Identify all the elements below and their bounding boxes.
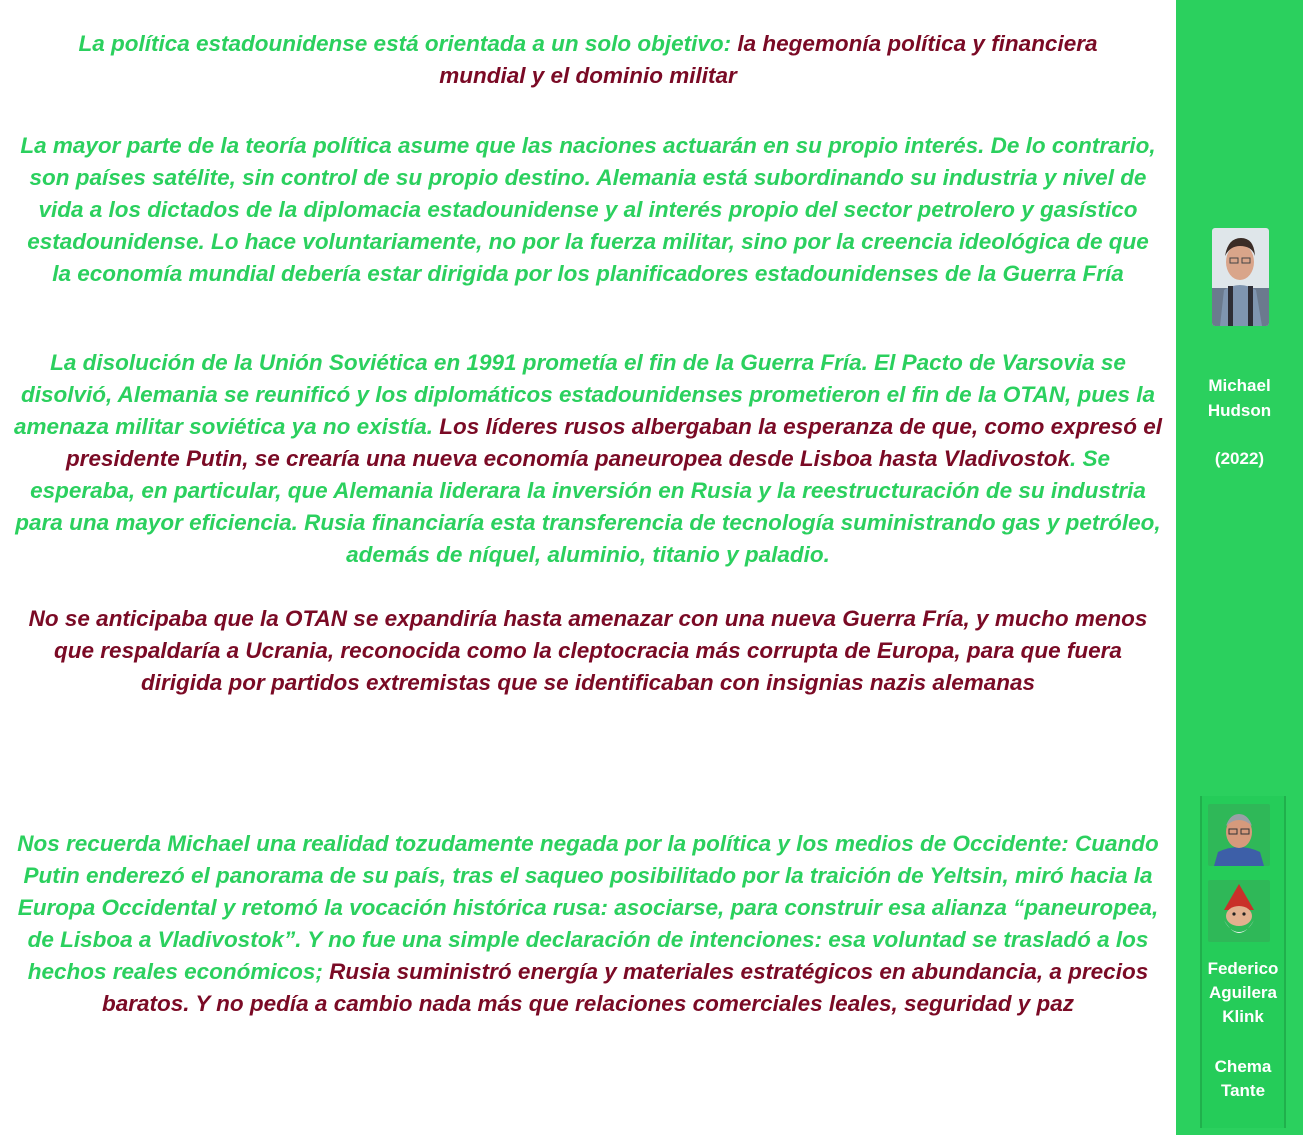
commentator-1-first: Federico: [1207, 959, 1279, 978]
commentator-2-photo: [1208, 880, 1270, 942]
paragraph-5: [0, 828, 1176, 1020]
commentator-2-first: Chema: [1214, 1057, 1272, 1076]
paragraph-5-highlight: Rusia suministró energía y materiales estratégicos en abundancia, a precios baratos. Y no pedía a cambio nada más que relaciones comerciales leales, seguridad y paz: [101, 959, 1149, 1016]
publication-year: (2022): [1214, 449, 1265, 468]
paragraph-3-part-1: La disolución de la Unión Soviética en 1991 prometía el fin de la Guerra Fría. El Pacto de Varsovia se disolvió, Alemania se reunificó y los diplomáticos estadounidenses prometieron el fin de la OTAN, pues la amenaza militar soviética ya no existía.: [14, 350, 1155, 439]
commentators-box: [1200, 796, 1286, 1128]
paragraph-1: [0, 28, 1176, 92]
commentator-2-last: Tante: [1220, 1081, 1266, 1100]
paragraph-3: [0, 347, 1176, 571]
commentator-1-middle: Aguilera: [1208, 983, 1278, 1002]
paragraph-1-highlight: la hegemonía política y financiera mundial y el dominio militar: [439, 31, 1098, 88]
paragraph-3-highlight: Los líderes rusos albergaban la esperanza de que, como expresó el presidente Putin, se crearía una nueva economía paneuropea desde Lisboa hasta Vladivostok: [65, 414, 1162, 471]
author-name-last: Hudson: [1207, 401, 1272, 420]
paragraph-4: No se anticipaba que la OTAN se expandiría hasta amenazar con una nueva Guerra Fría, y mucho menos que respaldaría a Ucrania, reconocida como la cleptocracia más corrupta de Europa, para que fuera dirigida por partidos extremistas que se identificaban con insignias nazis alemanas: [28, 606, 1148, 695]
commentator-1-photo: [1208, 804, 1270, 866]
author-sidebar: [1176, 0, 1303, 1135]
commentator-1-last: Klink: [1222, 1007, 1264, 1026]
paragraph-3-part-2: . Se esperaba, en particular, que Alemania liderara la inversión en Rusia y la reestructuración de su industria para una mayor eficiencia. Rusia financiaría esta transferencia de tecnología suministrando gas y petróleo, además de níquel, aluminio, titanio y paladio.: [15, 446, 1161, 567]
paragraph-2: La mayor parte de la teoría política asume que las naciones actuarán en su propio interés. De lo contrario, son países satélite, sin control de su propio destino. Alemania está subordinando su industria y nivel de vida a los dictados de la diplomacia estadounidense y al interés propio del sector petrolero y gasístico estadounidense. Lo hace voluntariamente, no por la fuerza militar, sino por la creencia ideológica de que la economía mundial debería estar dirigida por los planificadores estadounidenses de la Guerra Fría: [20, 133, 1156, 286]
paragraph-5-intro: Nos recuerda Michael una realidad tozudamente negada por la política y los medios de Occidente: Cuando Putin enderezó el panorama de su país, tras el saqueo posibilitado por la traición de Yeltsin, miró hacia la Europa Occidental y retomó la vocación histórica rusa: asociarse, para construir esa alianza “paneuropea, de Lisboa a Vladivostok”. Y no fue una simple declaración de intenciones: esa voluntad se trasladó a los hechos reales económicos;: [17, 831, 1159, 984]
author-name-first: Michael: [1208, 376, 1271, 395]
author-photo: [1212, 228, 1269, 326]
paragraph-1-intro: La política estadounidense está orientada a un solo objetivo:: [78, 31, 738, 56]
